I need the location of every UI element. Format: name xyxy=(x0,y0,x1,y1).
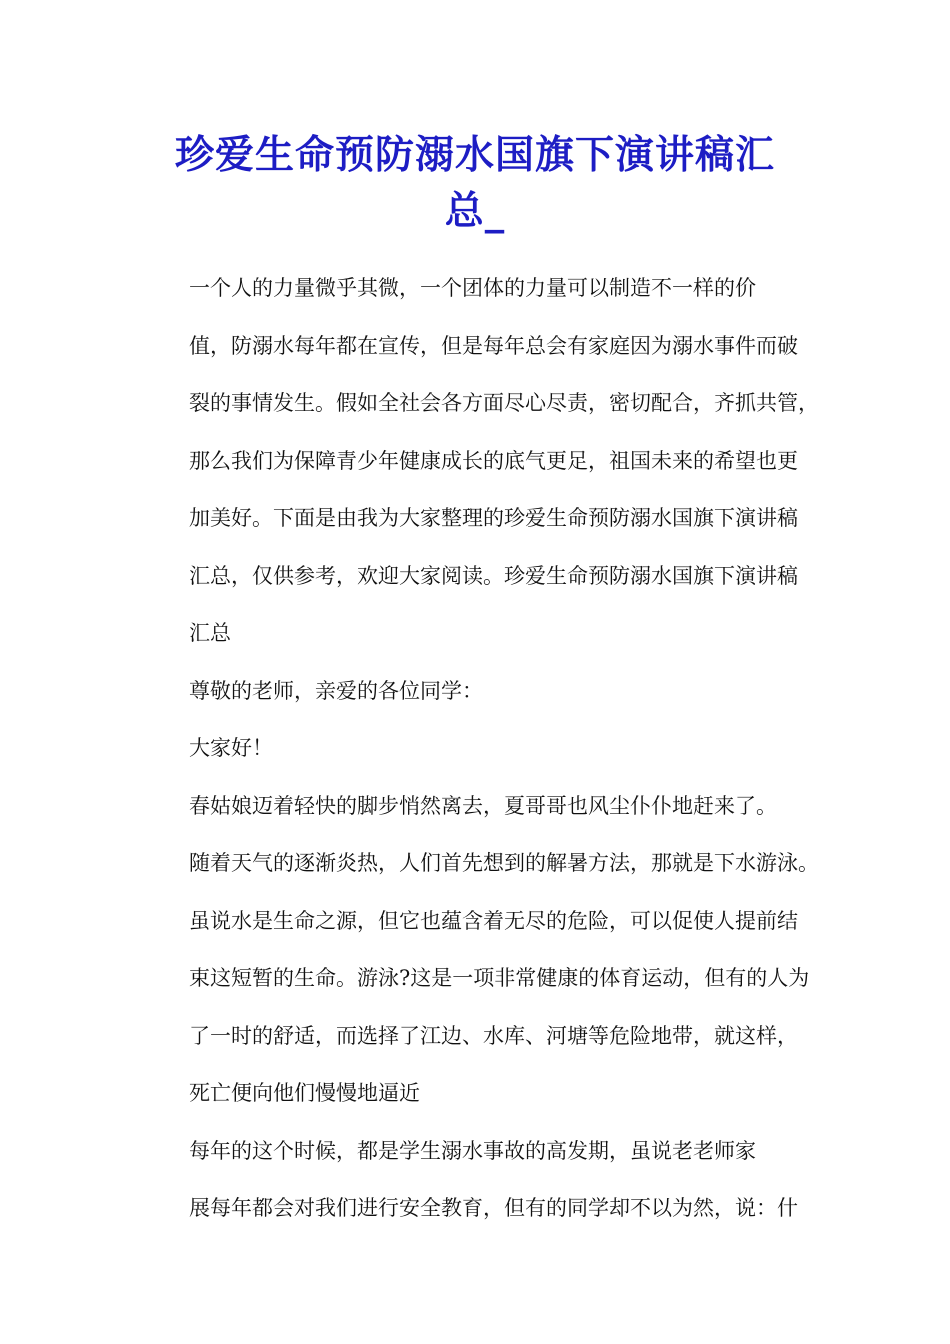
text-line: 加美好。下面是由我为大家整理的珍爱生命预防溺水国旗下演讲稿 xyxy=(189,506,798,530)
paragraph-safety xyxy=(145,1123,805,1238)
title-line: 珍爱生命预防溺水国旗下演讲稿汇 xyxy=(174,133,775,178)
text-line: 虽说水是生命之源，但它也蕴含着无尽的危险，可以促使人提前结 xyxy=(189,908,798,933)
document-body xyxy=(145,260,819,1238)
text-line: 每年的这个时候，都是学生溺水事故的高发期，虽说老老师家 xyxy=(189,1138,756,1163)
text-line: 展每年都会对我们进行安全教育，但有的同学却不以为然，说：什 xyxy=(189,1196,798,1220)
text-line: 那么我们为保障青少年健康成长的底气更足，祖国未来的希望也更 xyxy=(189,448,798,473)
text-line: 了一时的舒适，而选择了江边、水库、河塘等危险地带，就这样， xyxy=(189,1023,798,1048)
title-line: 总_ xyxy=(444,189,506,234)
paragraph-greeting xyxy=(145,720,805,778)
paragraph-summer xyxy=(145,778,819,1123)
text-line: 值，防溺水每年都在宣传，但是每年总会有家庭因为溺水事件而破 xyxy=(189,333,798,358)
text-line: 汇总 xyxy=(189,621,231,645)
document-title xyxy=(140,128,810,240)
text-line: 随着天气的逐渐炎热，人们首先想到的解暑方法，那就是下水游泳。 xyxy=(189,851,819,875)
paragraph-intro xyxy=(145,260,819,663)
text-line: 春姑娘迈着轻快的脚步悄然离去，夏哥哥也风尘仆仆地赶来了。 xyxy=(189,793,777,818)
text-line: 尊敬的老师，亲爱的各位同学： xyxy=(189,678,483,703)
text-line: 大家好！ xyxy=(189,736,273,760)
text-line: 一个人的力量微乎其微，一个团体的力量可以制造不一样的价 xyxy=(189,276,756,300)
text-line: 汇总，仅供参考，欢迎大家阅读。珍爱生命预防溺水国旗下演讲稿 xyxy=(189,563,798,588)
text-line: 裂的事情发生。假如全社会各方面尽心尽责，密切配合，齐抓共管， xyxy=(189,391,819,415)
paragraph-salutation xyxy=(145,663,805,721)
text-line: 死亡便向他们慢慢地逼近 xyxy=(189,1081,420,1105)
text-line: 束这短暂的生命。游泳?这是一项非常健康的体育运动，但有的人为 xyxy=(189,966,810,990)
